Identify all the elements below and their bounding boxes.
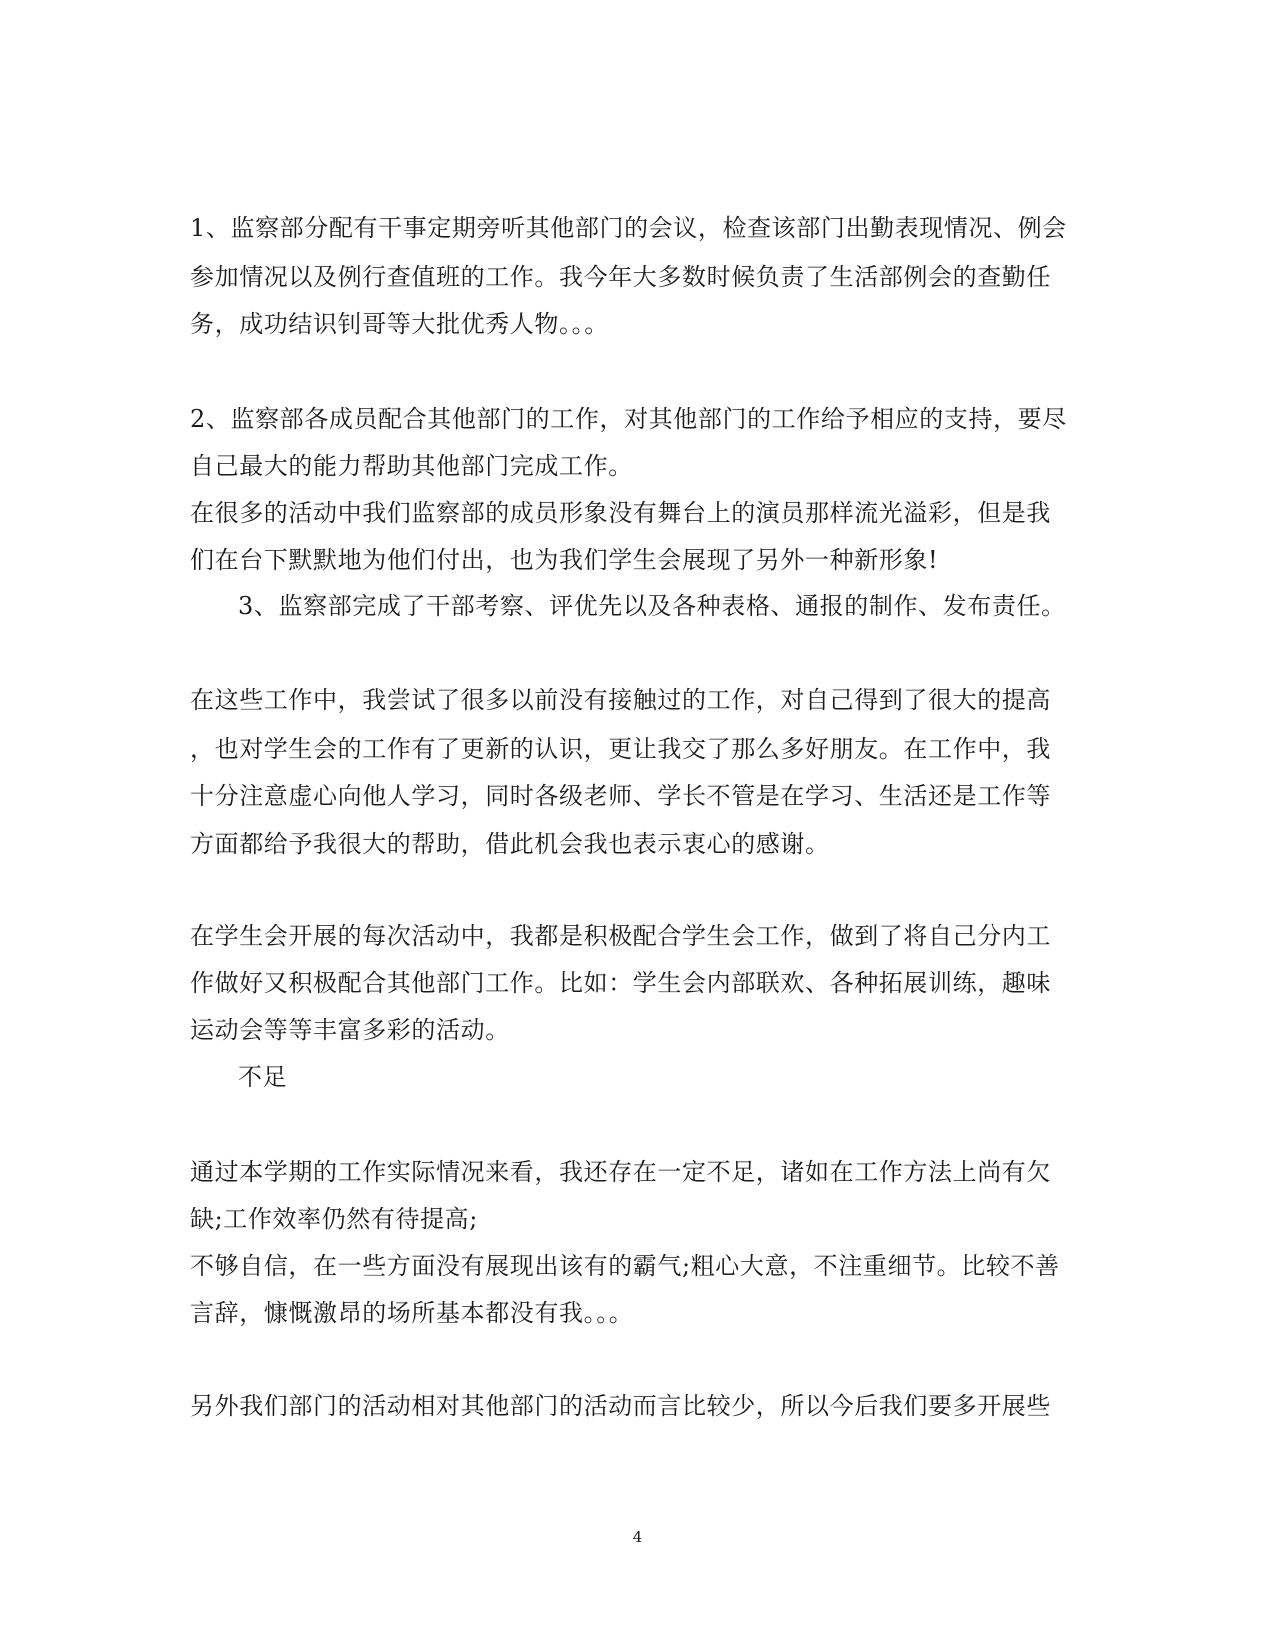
paragraph-5-line-4: 言辞，慷慨激昂的场所基本都没有我。。。 (190, 1299, 634, 1327)
paragraph-5-line-1: 通过本学期的工作实际情况来看，我还存在一定不足，诸如在工作方法上尚有欠 (190, 1158, 1051, 1186)
paragraph-1-line-2: 参加情况以及例行查值班的工作。我今年大多数时候负责了生活部例会的查勤任 (190, 263, 1051, 291)
section-heading: 不足 (238, 1063, 288, 1091)
paragraph-4-line-2: 作做好又积极配合其他部门工作。比如：学生会内部联欢、各种拓展训练，趣味 (190, 969, 1051, 997)
paragraph-6-line-1: 另外我们部门的活动相对其他部门的活动而言比较少，所以今后我们要多开展些 (190, 1392, 1051, 1420)
paragraph-5-line-3: 不够自信，在一些方面没有展现出该有的霸气;粗心大意，不注重细节。比较不善 (190, 1252, 1060, 1280)
page-number: 4 (632, 1528, 643, 1546)
paragraph-1-line-3: 务，成功结识钊哥等大批优秀人物。。。 (190, 310, 609, 338)
paragraph-5-line-2: 缺;工作效率仍然有待提高; (190, 1205, 478, 1233)
paragraph-3-line-1: 在这些工作中，我尝试了很多以前没有接触过的工作，对自己得到了很大的提高 (190, 686, 1051, 714)
paragraph-2-line-4: 们在台下默默地为他们付出，也为我们学生会展现了另外一种新形象! (190, 546, 939, 574)
paragraph-4-line-1: 在学生会开展的每次活动中，我都是积极配合学生会工作，做到了将自己分内工 (190, 922, 1051, 950)
paragraph-2-line-2: 自己最大的能力帮助其他部门完成工作。 (190, 452, 633, 480)
paragraph-3-line-4: 方面都给予我很大的帮助，借此机会我也表示衷心的感谢。 (190, 830, 830, 858)
paragraph-3-line-2: ，也对学生会的工作有了更新的认识，更让我交了那么多好朋友。在工作中，我 (190, 735, 1051, 763)
paragraph-2-line-3: 在很多的活动中我们监察部的成员形象没有舞台上的演员那样流光溢彩，但是我 (190, 499, 1051, 527)
paragraph-4-line-3: 运动会等等丰富多彩的活动。 (190, 1016, 510, 1044)
paragraph-2-line-5: 3、监察部完成了干部考察、评优先以及各种表格、通报的制作、发布责任。 (238, 592, 1066, 620)
paragraph-2-line-1: 2、监察部各成员配合其他部门的工作，对其他部门的工作给予相应的支持，要尽 (190, 405, 1067, 433)
paragraph-3-line-3: 十分注意虚心向他人学习，同时各级老师、学长不管是在学习、生活还是工作等 (190, 782, 1051, 810)
paragraph-1-line-1: 1、监察部分配有干事定期旁听其他部门的会议，检查该部门出勤表现情况、例会 (190, 214, 1067, 242)
